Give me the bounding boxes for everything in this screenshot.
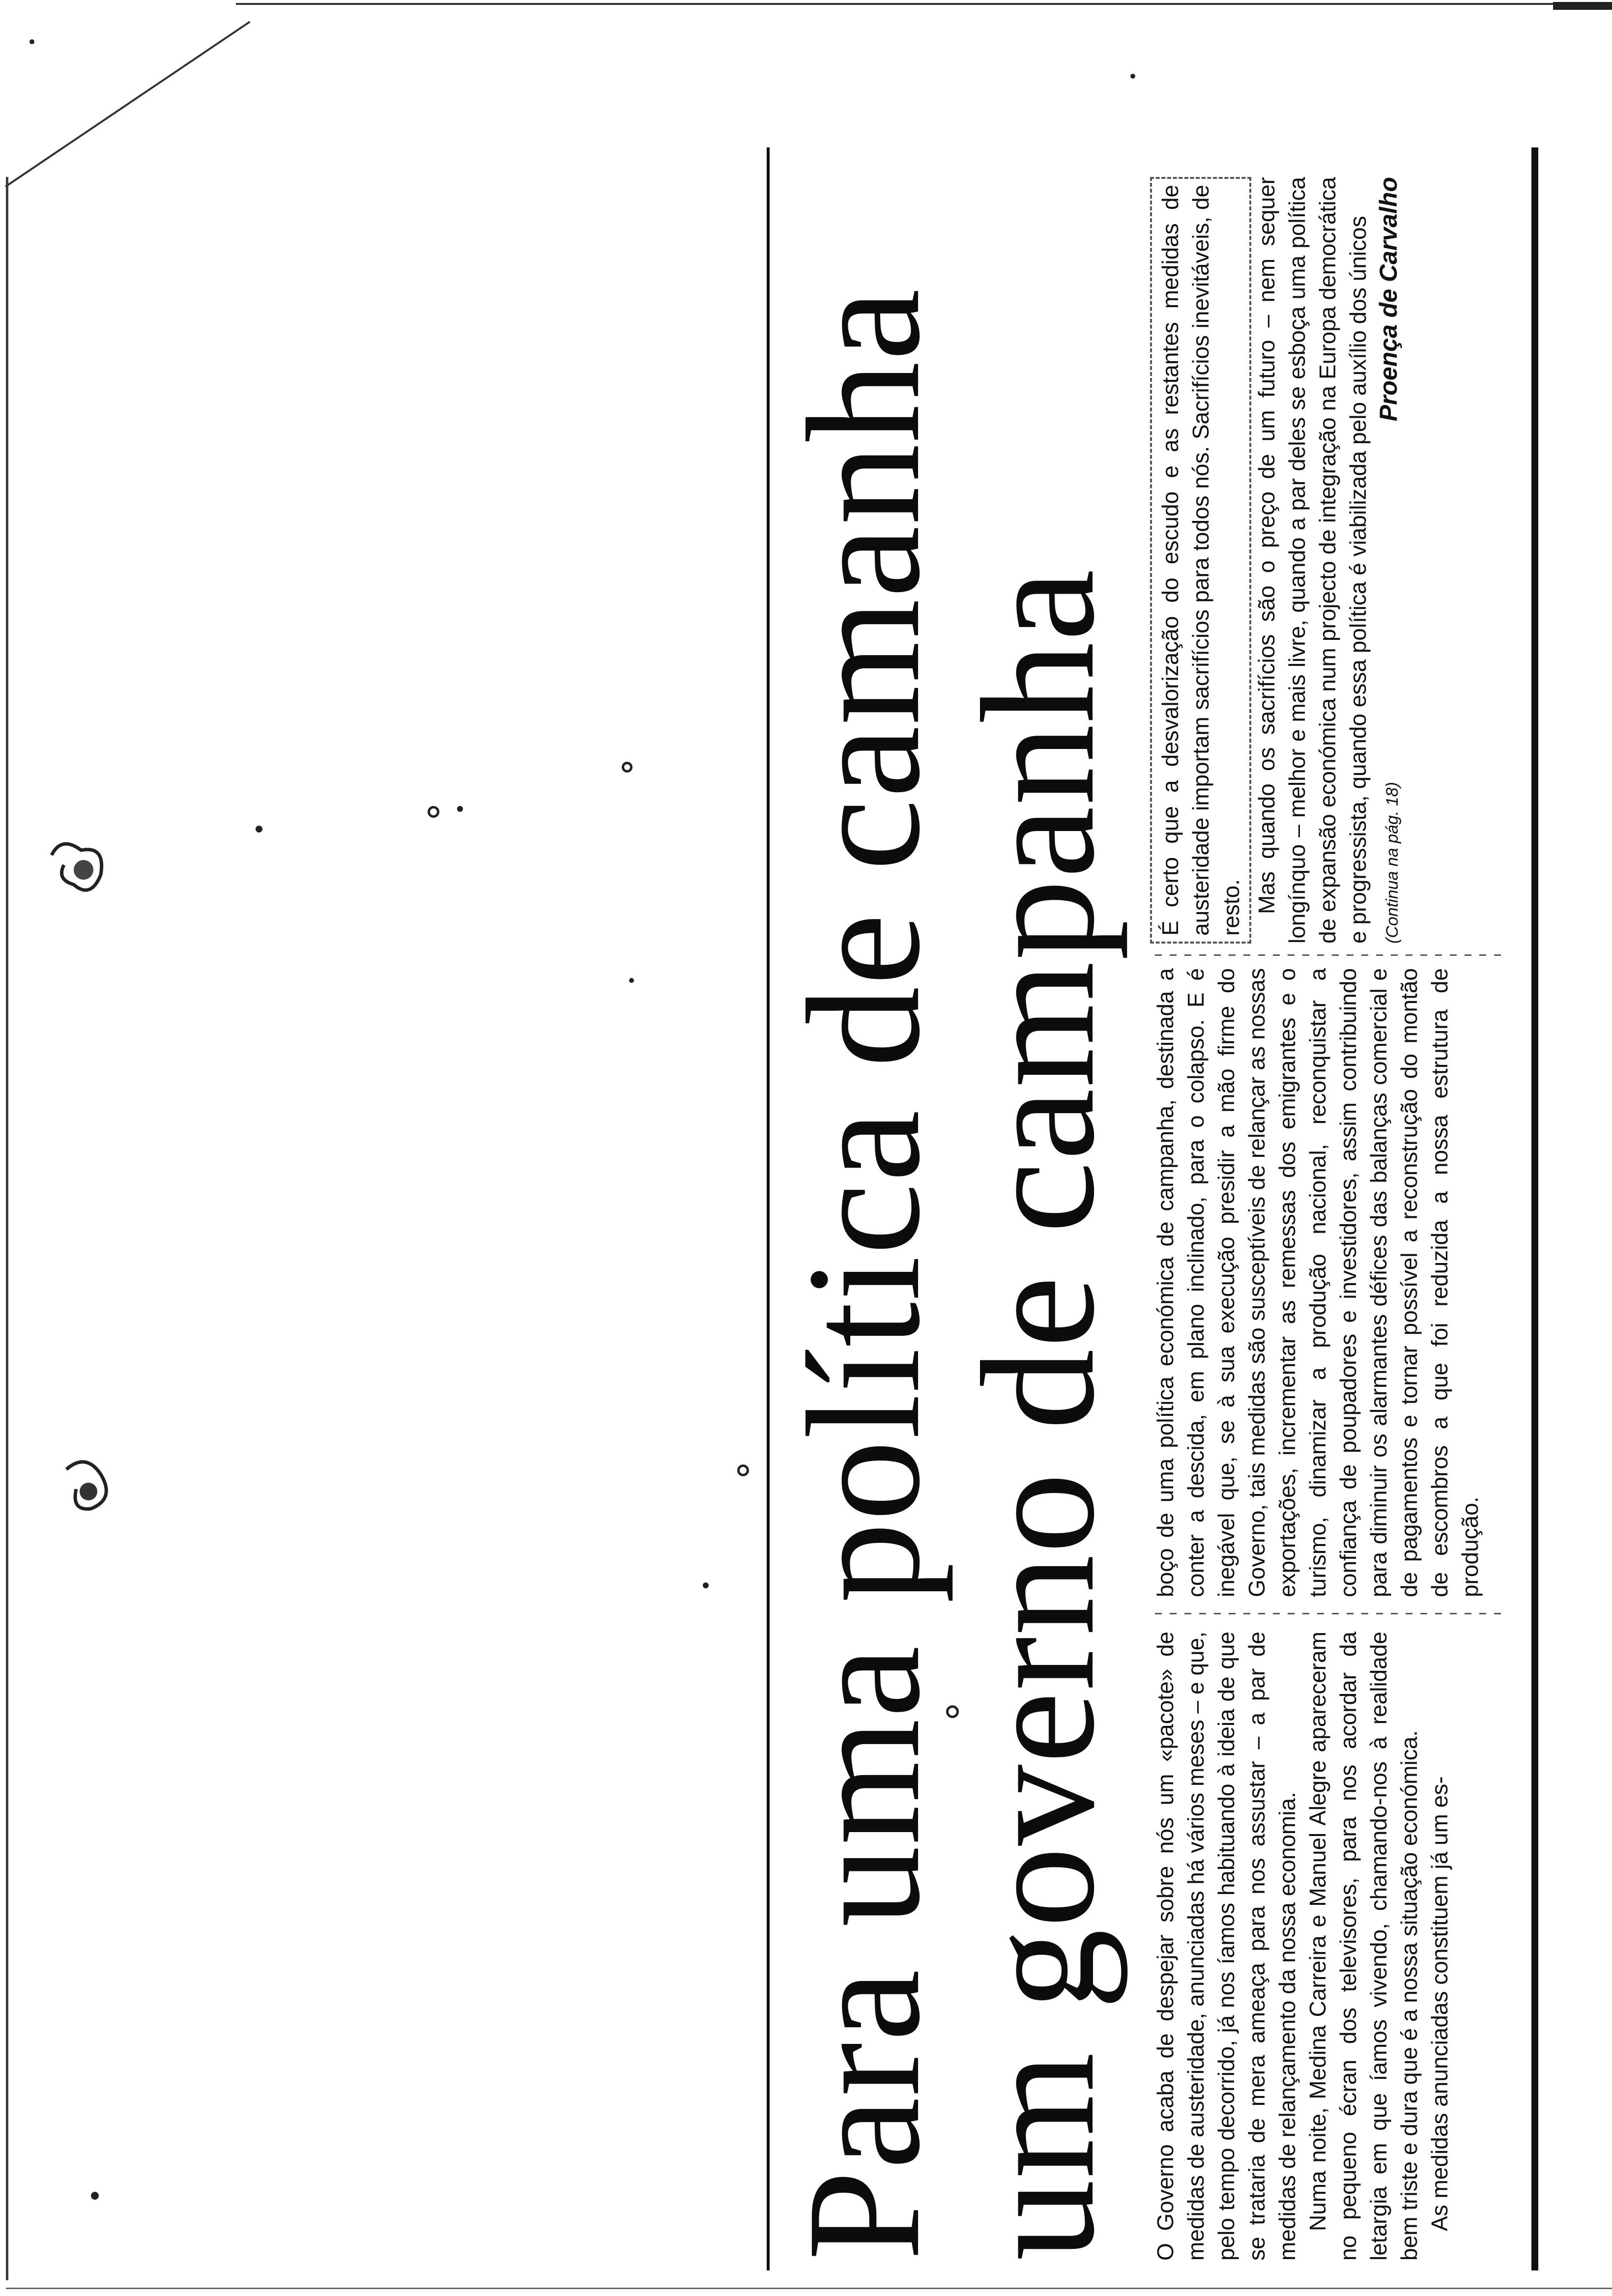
article-column-3 <box>1150 177 1514 944</box>
column-separator <box>1155 1613 1509 1614</box>
scan-speck <box>29 39 34 44</box>
scan-bottom-edge <box>6 2288 1612 2289</box>
scan-ring-mark <box>622 762 633 773</box>
scan-speck <box>256 826 262 832</box>
scan-folded-corner <box>5 21 251 187</box>
newspaper-clipping <box>767 147 1538 2270</box>
headline-line-2: um governo de campanha <box>949 568 1128 2261</box>
scan-top-edge <box>236 3 1563 5</box>
column-3-paragraph-1: É certo que a desvalorização do escudo e as restantes medidas de austeridade importam sacrifícios para todos nós. Sacrifícios inevitáveis, de resto. <box>1157 185 1244 936</box>
scan-blot-mark <box>57 1455 120 1519</box>
column-1-paragraph-3: As medidas anunciadas constituem já um es- <box>1427 1776 1452 2231</box>
article-column-1 <box>1150 1632 1514 2261</box>
column-separator <box>1155 954 1509 956</box>
scan-left-edge <box>6 177 8 2280</box>
scan-speck <box>91 2192 99 2200</box>
scan-speck <box>703 1582 709 1588</box>
scan-speck <box>457 806 463 812</box>
scan-ring-mark <box>737 1464 749 1476</box>
headline-line-1: Para uma política de camanha <box>774 287 953 2261</box>
column-2-paragraph-1: boço de uma política económica de campanha, destinada a conter a descida, em plano inclinado, para o colapso. E é inegável que, se à sua execução presidir a mão firme do Governo, tais medidas são susceptíveis de relançar as nossas exportações, incrementar as remessas dos emigrantes e o turismo, dinamizar a produção nacional, reconquistar a confiança de poupadores e investidores, assim contribuindo para diminuir os alarmantes défices das balanças comercial e de pagamentos e tornar possível a reconstrução do montão de escombros a que foi reduzida a nossa estrutura de produção. <box>1152 968 1483 1597</box>
scan-blot-mark <box>47 835 115 899</box>
clipping-bottom-rule <box>1531 147 1538 2270</box>
column-1-paragraph-2: Numa noite, Medina Carreira e Manuel Alegre apareceram no pequeno écran dos televisores, para nos acordar da letargia em que íamos vivendo, chamando-nos à realidade bem triste e dura que é a nossa situação económica. <box>1305 1632 1422 2261</box>
article-column-2 <box>1150 968 1514 1597</box>
scan-speck <box>629 978 634 983</box>
column-3-paragraph-2: Mas quando os sacrifícios são o preço de um futuro – nem sequer longínquo – melhor e mais livre, quando a par deles se esboça uma política de expansão económica num projecto de integração na Europa democrática e progressista, quando essa política é viabilizada pelo auxílio dos únicos <box>1254 177 1371 944</box>
scan-speck <box>1130 74 1135 79</box>
continued-note: (Continua na pág. 18) <box>1383 782 1402 944</box>
column-1-paragraph-1: O Governo acaba de despejar sobre nós um «pacote» de medidas de austeridade, anunciadas há vários meses – e que, pelo tempo decorrido, já nos íamos habituando à ideia de que se trataria de mera ameaça para nos assustar – a par de medidas de relançamento da nossa economia. <box>1152 1632 1300 2261</box>
column-3-boxed-text <box>1150 177 1251 944</box>
clipping-top-rule <box>767 147 770 2270</box>
article-headline <box>774 157 1128 2261</box>
scan-corner-mark <box>1553 2 1612 10</box>
article-author: Proença de Carvalho <box>1375 177 1402 422</box>
scan-ring-mark <box>428 806 439 818</box>
